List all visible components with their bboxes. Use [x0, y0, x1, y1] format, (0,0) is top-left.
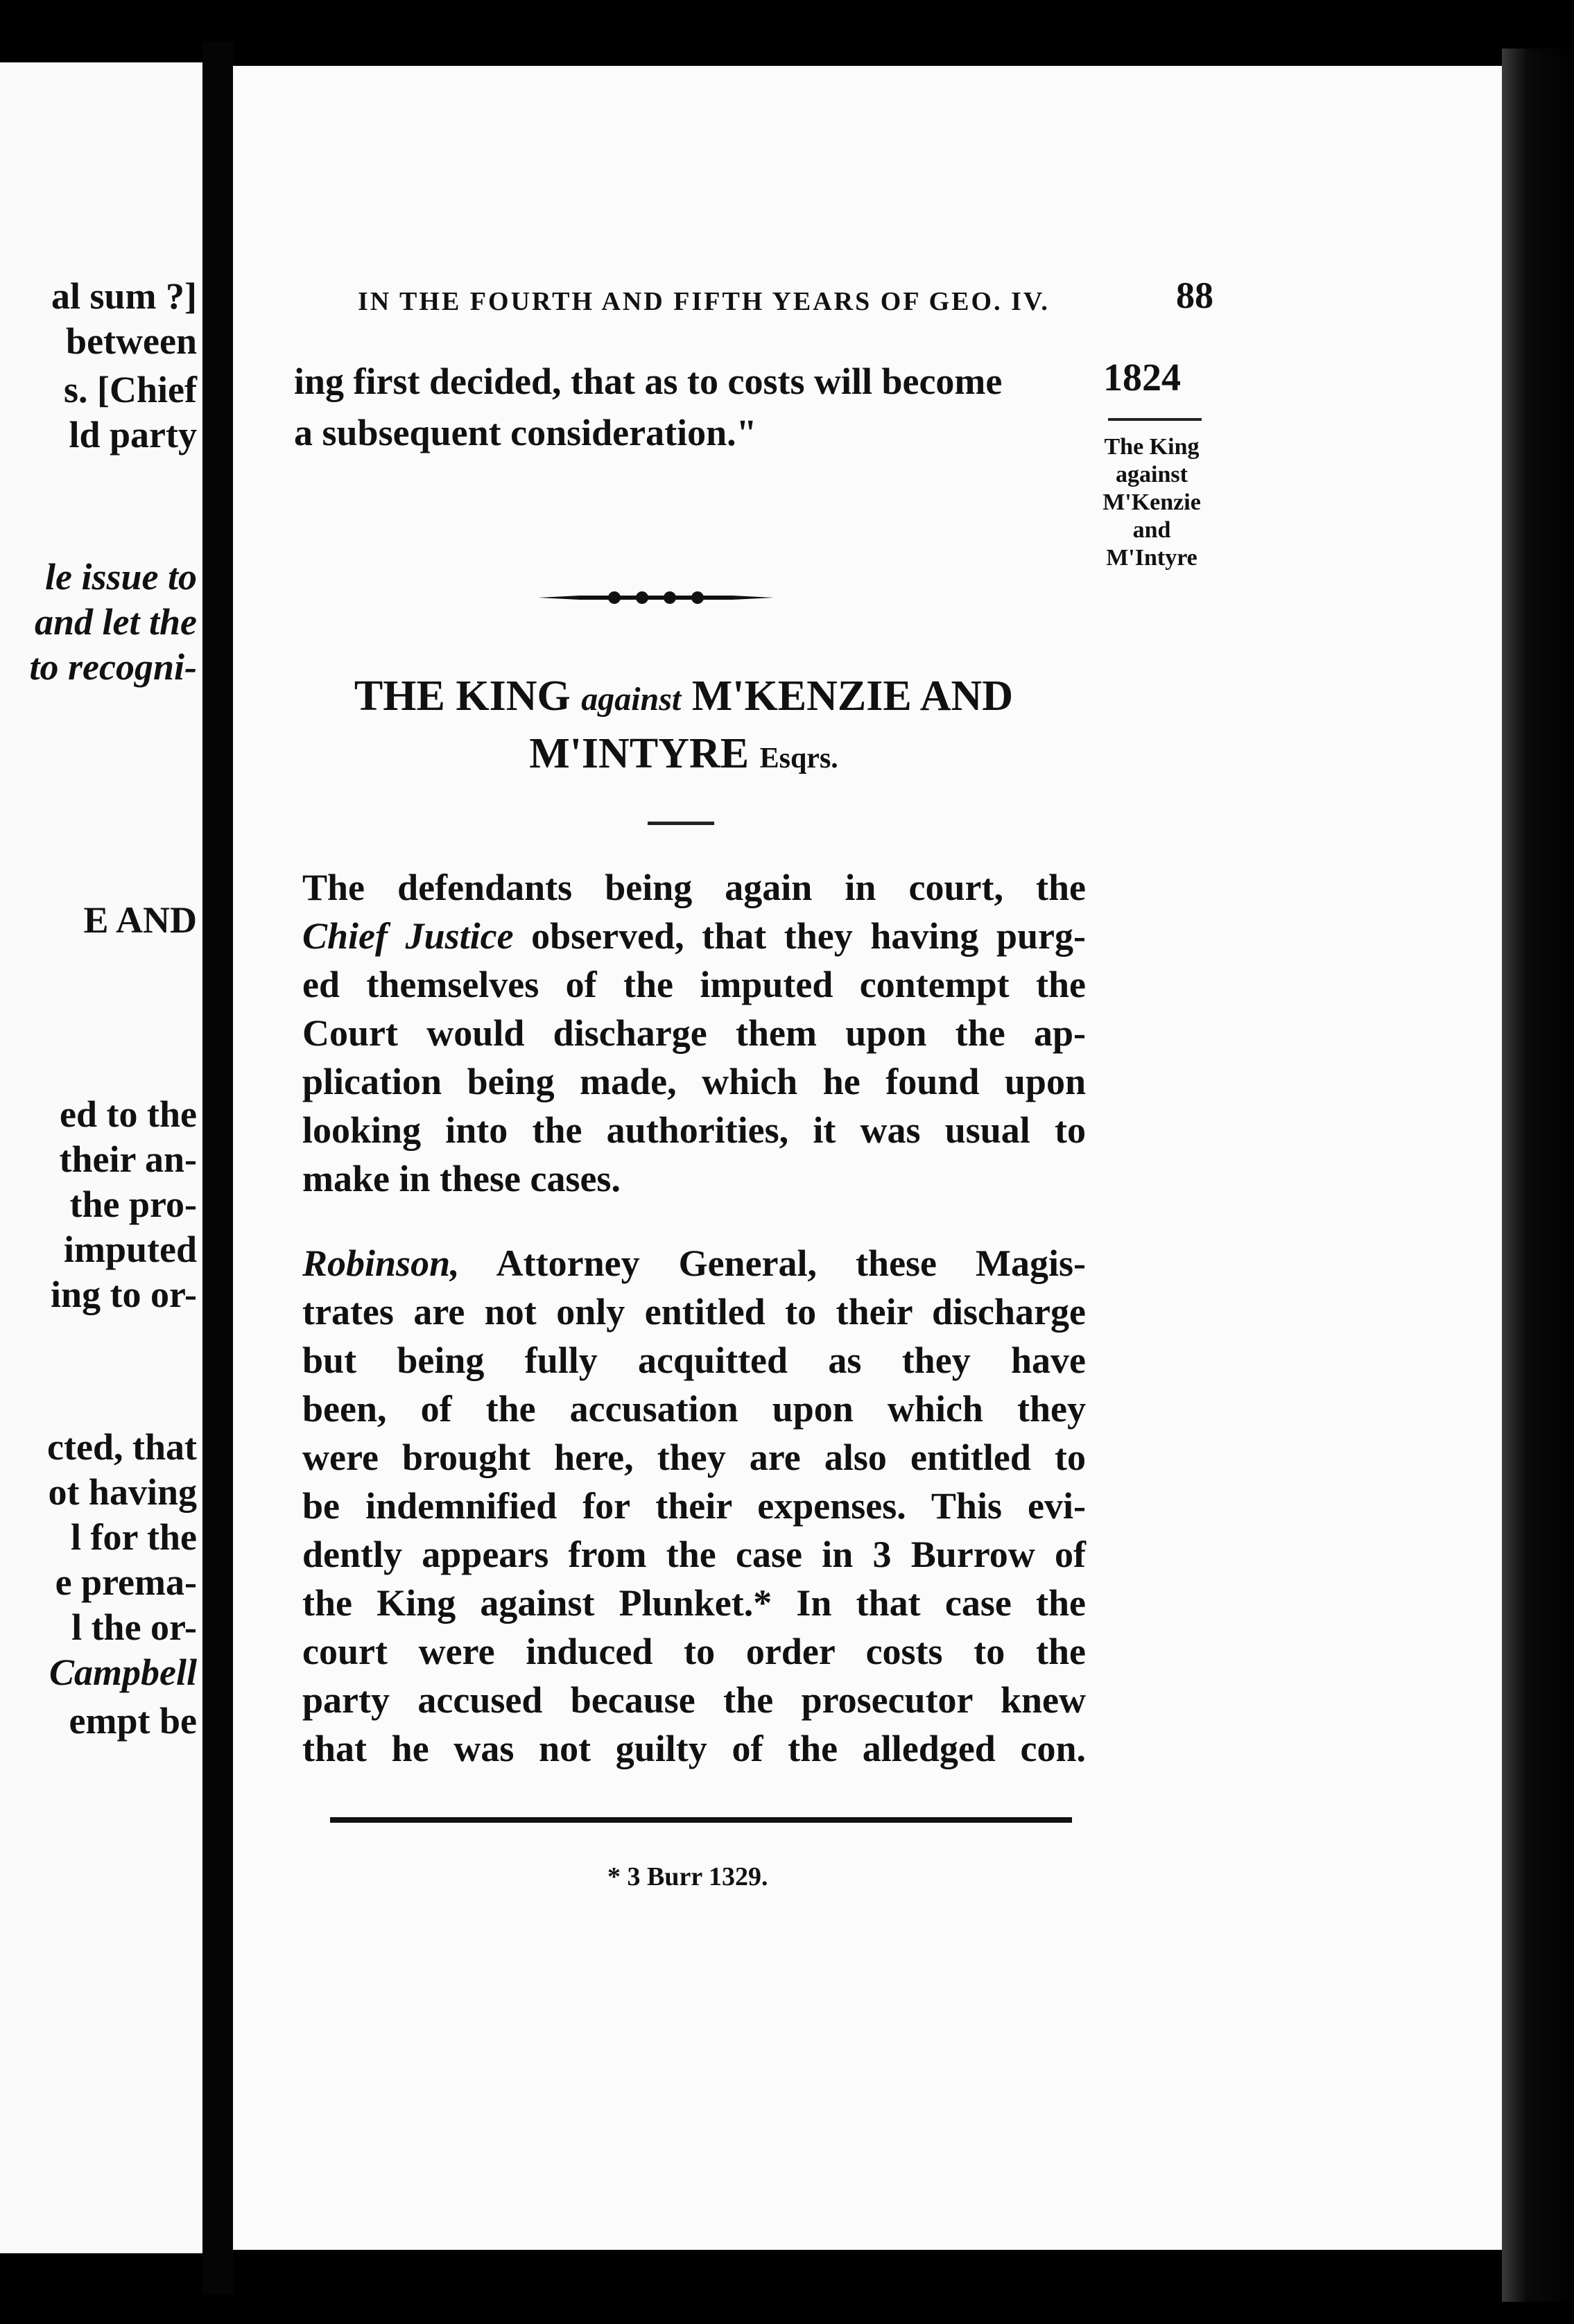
title-rule — [648, 822, 714, 825]
left-page-fragment: l the or- — [71, 1606, 197, 1648]
case-title-part: THE KING — [354, 673, 571, 720]
paragraph-line — [302, 912, 1086, 960]
paragraph-line: ed themselves of the imputed contempt the — [302, 964, 1086, 1005]
left-page-fragment: between — [66, 320, 197, 362]
paragraph-line: trates are not only entitled to their discharge — [302, 1291, 1086, 1333]
left-page-fragment: and let the — [34, 601, 197, 643]
paragraph-1 — [302, 863, 1086, 1203]
paragraph-line: party accused because the prosecutor knew — [302, 1679, 1086, 1721]
case-title-part: M'INTYRE — [529, 730, 750, 777]
left-page-fragment: l for the — [71, 1516, 197, 1558]
case-title — [233, 669, 1134, 786]
left-page-fragment: le issue to — [44, 556, 197, 598]
paragraph-line: The defendants being again in court, the — [302, 867, 1086, 908]
paragraph-line: be indemnified for their expenses. This evi- — [302, 1485, 1086, 1527]
paragraph-2 — [302, 1239, 1086, 1773]
book-page — [233, 66, 1502, 2250]
book-gutter — [202, 42, 233, 2295]
paragraph-line: plication being made, which he found upon — [302, 1061, 1086, 1102]
margin-note-line: and — [1132, 517, 1171, 543]
margin-note-line: M'Intyre — [1106, 545, 1197, 571]
paragraph-line: but being fully acquitted as they have — [302, 1339, 1086, 1381]
paragraph-line: that he was not guilty of the alledged con. — [302, 1728, 1086, 1769]
left-page-fragment: al sum ?] — [51, 275, 197, 317]
paragraph-line: dently appears from the case in 3 Burrow of — [302, 1534, 1086, 1575]
left-page-fragment: the pro- — [69, 1183, 197, 1225]
continuation-line: a subsequent consideration." — [294, 412, 757, 453]
paragraph-line — [302, 1239, 1086, 1287]
case-title-against: against — [581, 681, 682, 718]
margin-note-line: M'Kenzie — [1102, 489, 1201, 515]
left-page-fragment: their an- — [59, 1138, 197, 1180]
case-title-part: M'KENZIE AND — [691, 673, 1014, 720]
left-page-fragment: cted, that — [47, 1426, 197, 1468]
left-page-fragment: ing to or- — [51, 1274, 197, 1315]
continuation-line: ing first decided, that as to costs will become — [294, 361, 1003, 402]
paragraph-line: been, of the accusation upon which they — [302, 1388, 1086, 1430]
footnote-rule — [330, 1815, 1072, 1825]
paragraph-line: make in these cases. — [302, 1158, 621, 1199]
left-page-fragment: s. [Chief — [64, 369, 197, 410]
left-page-fragment: empt be — [69, 1700, 197, 1742]
left-page-fragment: E AND — [83, 899, 197, 941]
paragraph-line: the King against Plunket.* In that case the — [302, 1582, 1086, 1624]
section-ornament — [538, 589, 774, 606]
page-edge-shadow — [1502, 49, 1574, 2302]
paragraph-line: court were induced to order costs to the — [302, 1631, 1086, 1672]
footnote: * 3 Burr 1329. — [607, 1862, 768, 1891]
left-page-fragment: ld party — [69, 414, 197, 456]
page-number: 88 — [1176, 275, 1213, 316]
italic-lead: Robinson, — [302, 1242, 460, 1284]
paragraph-line: Court would discharge them upon the ap- — [302, 1012, 1086, 1054]
previous-page-fragment — [0, 62, 202, 2253]
margin-note-line: against — [1116, 462, 1188, 487]
margin-case-note — [1072, 433, 1231, 572]
left-page-fragment: imputed — [63, 1229, 197, 1270]
paragraph-line: looking into the authorities, it was usual to — [302, 1109, 1086, 1151]
margin-note-line: The King — [1104, 434, 1200, 460]
left-page-fragment: ed to the — [60, 1093, 197, 1135]
paragraph-line-rest: observed, that they having purg- — [531, 915, 1087, 957]
italic-lead: Chief Justice — [302, 915, 514, 957]
margin-rule — [1108, 418, 1202, 421]
case-title-suffix: Esqrs. — [759, 743, 838, 774]
left-page-fragment: ot having — [48, 1471, 197, 1513]
paragraph-line-rest: Attorney General, these Magis- — [459, 1242, 1086, 1284]
paragraph-line: were brought here, they are also entitled to — [302, 1437, 1086, 1478]
left-page-fragment: e prema- — [55, 1561, 197, 1603]
continuation-text — [294, 356, 1091, 458]
margin-year: 1824 — [1103, 356, 1181, 399]
running-head: IN THE FOURTH AND FIFTH YEARS OF GEO. IV. — [358, 287, 1050, 316]
left-page-fragment: Campbell — [49, 1651, 197, 1693]
left-page-fragment: to recogni- — [29, 646, 197, 688]
